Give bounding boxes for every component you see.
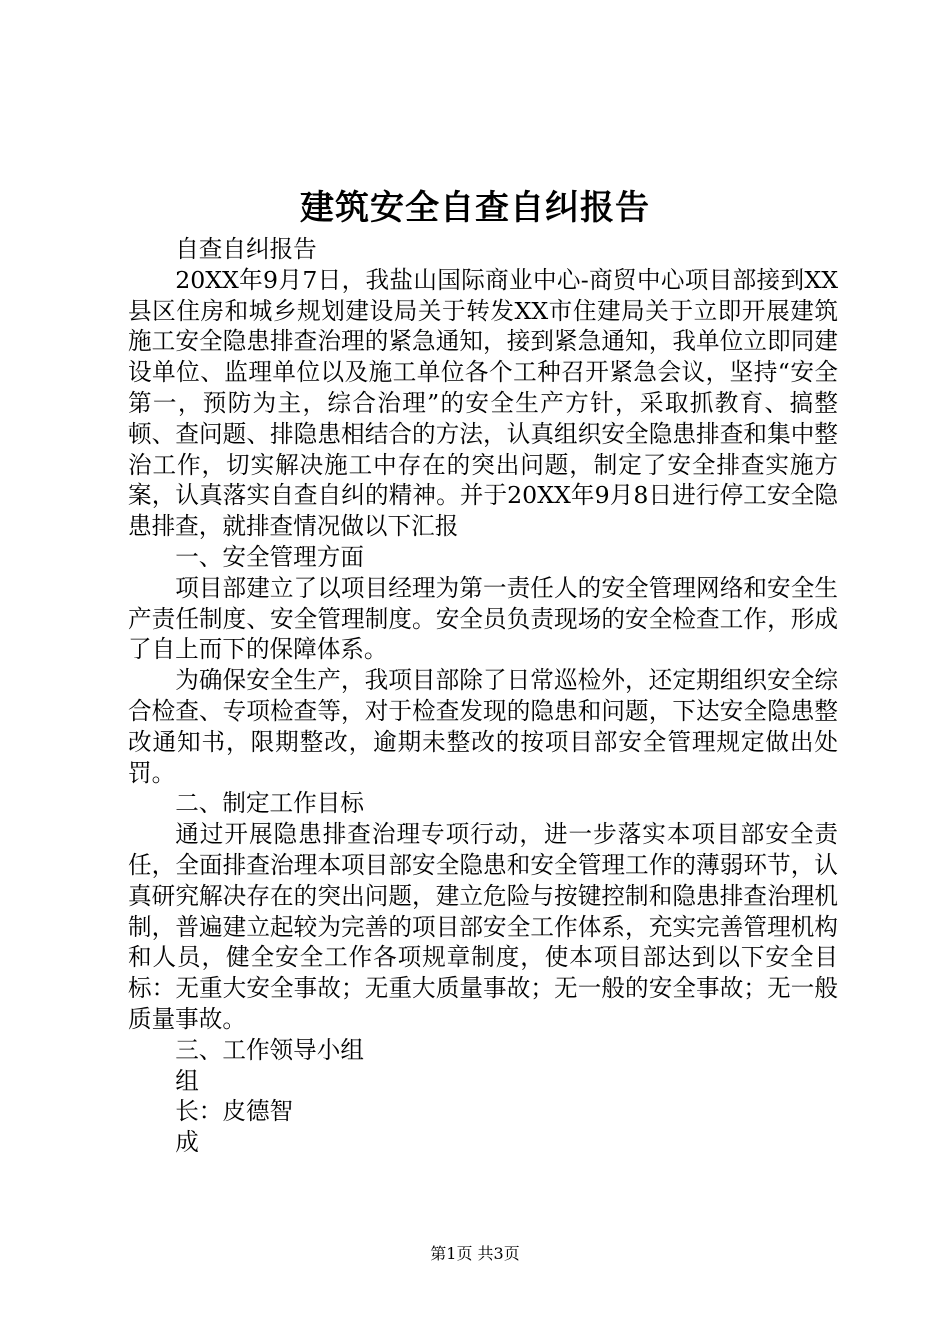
- section-heading-safety-management: 一、安全管理方面: [175, 542, 364, 571]
- paragraph-heading-report: 自查自纠报告: [175, 235, 317, 263]
- paragraph-group-line-1: 组: [175, 1066, 199, 1095]
- paragraph-safety-network: 项目部建立了以项目经理为第一责任人的安全管理网络和安全生产责任制度、安全管理制度。安全员负责现场的安全检查工作，形成了自上而下的保障体系。: [128, 573, 838, 664]
- paragraph-group-leader: 长：皮德智: [175, 1097, 294, 1126]
- paragraph-safety-inspection: 为确保安全生产，我项目部除了日常巡检外，还定期组织安全综合检查、专项检查等，对于检查发现的隐患和问题，下达安全隐患整改通知书，限期整改，逾期未整改的按项目部安全管理规定做出处罚。: [128, 666, 838, 787]
- paragraph-group-members: 成: [175, 1128, 199, 1157]
- page-number: 第1页 共3页: [430, 1244, 520, 1263]
- paragraph-intro: 20XX年9月7日，我盐山国际商业中心-商贸中心项目部接到XX县区住房和城乡规划建设局关于转发XX市住建局关于立即开展建筑施工安全隐患排查治理的紧急通知，接到紧急通知，我单位立即同建设单位、监理单位以及施工单位各个工种召开紧急会议，坚持“安全第一，预防为主，综合治理”的安全生产方针，采取抓教育、搞整顿、查问题、排隐患相结合的方法，认真组织安全隐患排查和集中整治工作，切实解决施工中存在的突出问题，制定了安全排查实施方案，认真落实自查自纠的精神。并于20XX年9月8日进行停工安全隐患排查，就排查情况做以下汇报: [128, 265, 838, 541]
- document-body: [128, 234, 838, 1158]
- section-heading-leadership-group: 三、工作领导小组: [175, 1035, 364, 1064]
- document-title: 建筑安全自查自纠报告: [300, 188, 650, 228]
- paragraph-work-goals: 通过开展隐患排查治理专项行动，进一步落实本项目部安全责任，全面排查治理本项目部安全隐患和安全管理工作的薄弱环节，认真研究解决存在的突出问题，建立危险与按键控制和隐患排查治理机制，普遍建立起较为完善的项目部安全工作体系，充实完善管理机构和人员，健全安全工作各项规章制度，使本项目部达到以下安全目标：无重大安全事故；无重大质量事故；无一般的安全事故；无一般质量事故。: [128, 820, 838, 1033]
- section-heading-work-goals: 二、制定工作目标: [175, 789, 364, 818]
